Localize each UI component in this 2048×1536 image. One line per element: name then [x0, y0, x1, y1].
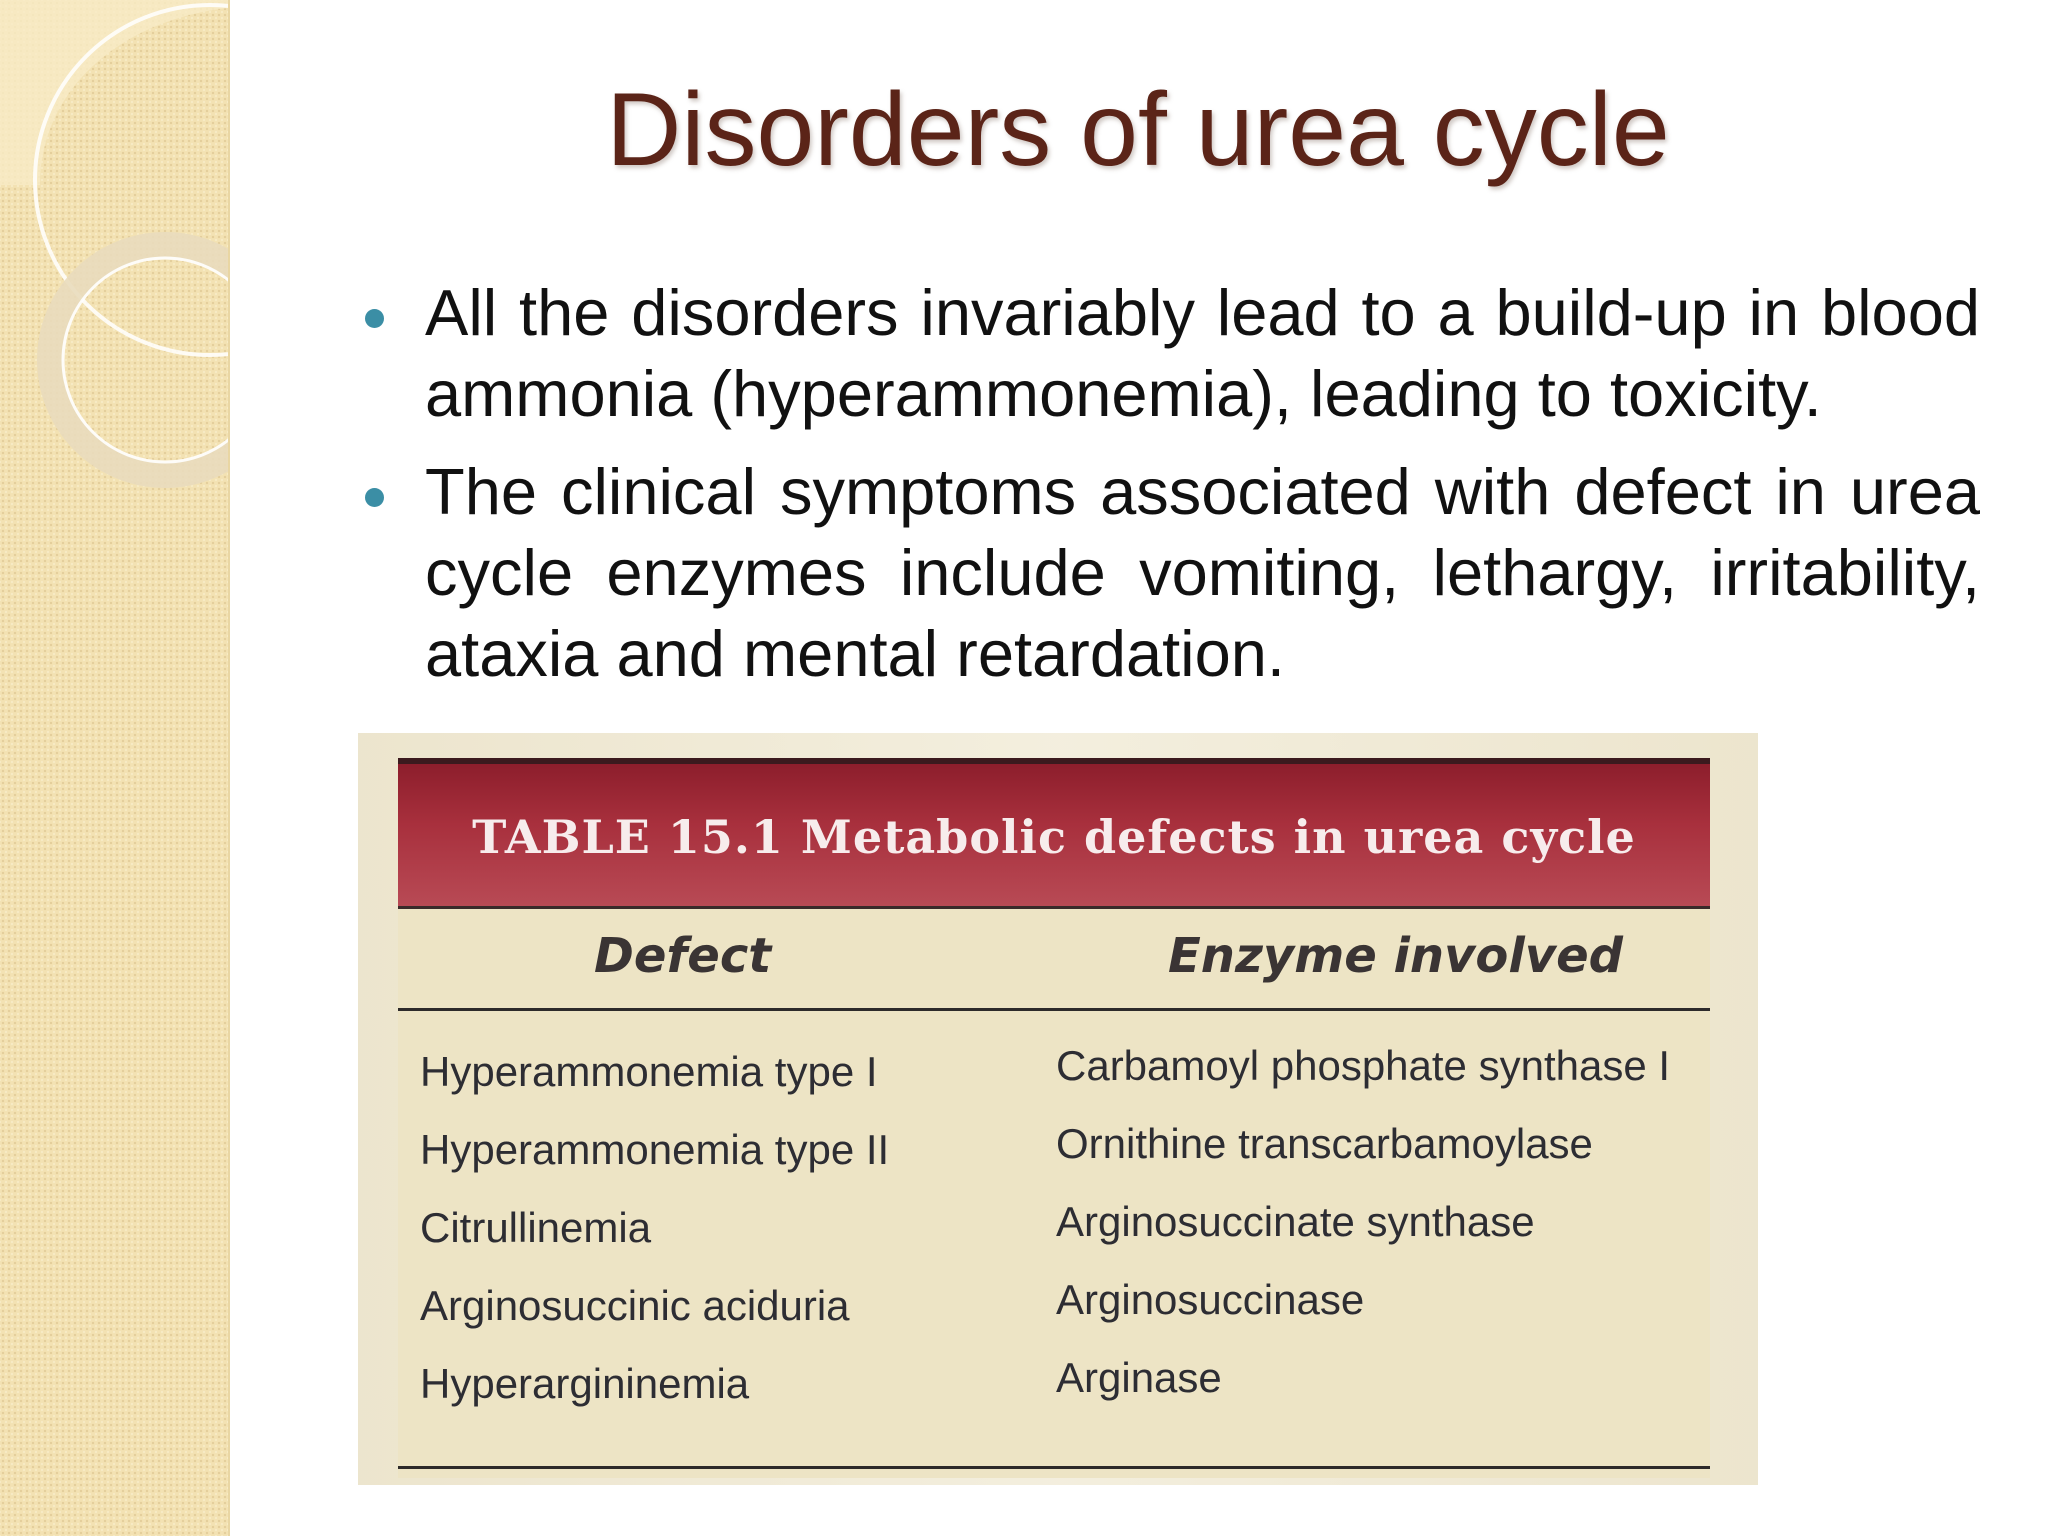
table-caption: TABLE 15.1 Metabolic defects in urea cycle [472, 810, 1636, 864]
enzyme-cell: Arginosuccinase [1056, 1276, 1365, 1323]
side-decoration-strip [0, 0, 230, 1536]
bottom-rule [398, 1466, 1710, 1469]
table-page [398, 758, 1710, 1478]
bullet-dot-icon [365, 309, 384, 328]
table-row [398, 1198, 1710, 1274]
bullet-dot-icon [365, 488, 384, 507]
bullet-list [360, 272, 1980, 732]
table-row [398, 1042, 1710, 1118]
defect-cell: Arginosuccinic aciduria [420, 1282, 850, 1329]
bullet-item [360, 272, 1980, 434]
enzyme-cell: Carbamoyl phosphate synthase I [1056, 1042, 1671, 1089]
enzyme-cell: Arginase [1056, 1354, 1222, 1401]
table-image [358, 733, 1758, 1485]
slide-title: Disorders of urea cycle [606, 72, 1670, 188]
column-header-enzyme: Enzyme involved [1168, 928, 1624, 984]
enzyme-cell: Arginosuccinate synthase [1056, 1198, 1535, 1245]
defect-cell: Hyperargininemia [420, 1360, 750, 1407]
bullet-text: The clinical symptoms associated with defect in urea cycle enzymes include vomiting, lethargy, irritability, ataxia and mental retardation. [425, 455, 1980, 690]
table-row [398, 1276, 1710, 1352]
enzyme-cell: Ornithine transcarbamoylase [1056, 1120, 1593, 1167]
table-caption-bar [398, 758, 1710, 909]
defect-cell: Citrullinemia [420, 1204, 652, 1251]
table-row [398, 1354, 1710, 1430]
bullet-text: All the disorders invariably lead to a build-up in blood ammonia (hyperammonemia), leading to toxicity. [425, 276, 1980, 430]
defect-cell: Hyperammonemia type I [420, 1048, 878, 1095]
table-row [398, 1120, 1710, 1196]
defect-cell: Hyperammonemia type II [420, 1126, 890, 1173]
decorative-rings [0, 0, 228, 560]
table-top-rule [398, 758, 1710, 764]
column-header-defect: Defect [594, 928, 772, 984]
header-rule [398, 1008, 1710, 1011]
bullet-item [360, 451, 1980, 694]
